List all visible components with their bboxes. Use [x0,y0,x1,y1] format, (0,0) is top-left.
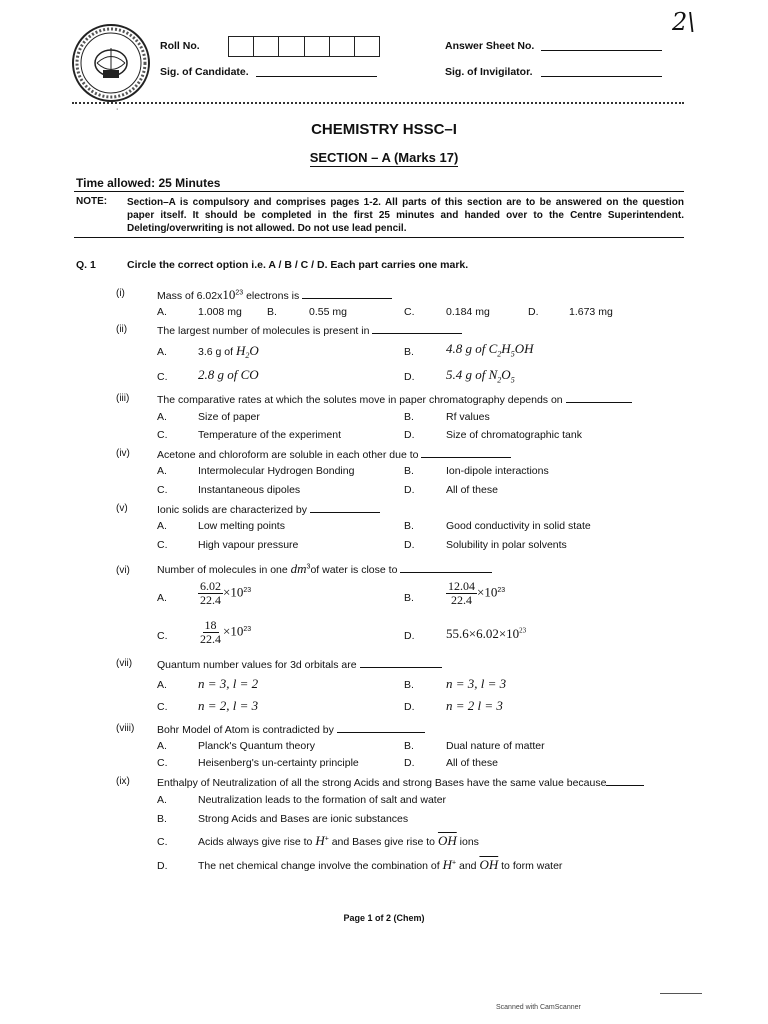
option-letter[interactable]: A. [157,740,167,752]
option-text[interactable]: n = 3, l = 2 [198,676,259,691]
option-letter[interactable]: D. [404,429,415,441]
option-text[interactable]: Solubility in polar solvents [446,539,567,551]
option-letter[interactable]: B. [404,740,414,752]
option-letter[interactable]: C. [157,836,168,848]
note-text: Section–A is compulsory and comprises pages 1-2. All parts of this section are to be answered on the question paper itself. It should be completed in the first 25 minutes and handed over to the Centre Superintendent. Deleting/overwriting is not allowed. Do not use lead pencil. [127,197,684,234]
item-number: (ii) [116,324,128,335]
sig-invigilator-label: Sig. of Invigilator. [445,66,533,78]
note-label: NOTE: [76,196,108,207]
option-text[interactable]: n = 3, l = 3 [446,676,507,691]
option-text[interactable]: The net chemical change involve the combination of H+ and $\overline{OH}$ to form water [198,857,563,872]
option-text[interactable]: Dual nature of matter [446,740,545,752]
item-number: (iii) [116,393,130,404]
option-text[interactable]: High vapour pressure [198,539,299,551]
page-footer: Page 1 of 2 (Chem) [343,913,425,923]
option-letter[interactable]: B. [404,465,414,477]
scanner-watermark: Scanned with CamScanner [496,1004,581,1011]
option-letter[interactable]: A. [157,679,167,691]
rule-bottom [74,237,684,238]
question-stem: Mass of $6.02x10^{23}$ electrons is [157,287,392,303]
option-letter[interactable]: C. [157,371,168,383]
option-text[interactable]: 3.6 g of $H_2O$ [198,343,259,361]
option-text[interactable]: 5.4 g of $N_2O_5$ [446,367,515,385]
page-title: CHEMISTRY HSSC–I [311,121,457,138]
question-number: Q. 1 [76,259,96,271]
option-letter[interactable]: D. [404,757,415,769]
option-text[interactable]: Good conductivity in solid state [446,520,591,532]
question-stem: The largest number of molecules is present in [157,323,462,337]
section-heading: SECTION – A (Marks 17) [309,150,459,165]
option-letter[interactable]: B. [404,520,414,532]
option-text[interactable]: Low melting points [198,520,285,532]
option-letter[interactable]: D. [404,371,415,383]
option-letter[interactable]: A. [157,794,167,806]
question-stem: Bohr Model of Atom is contradicted by [157,722,425,736]
option-letter[interactable]: A. [157,411,167,423]
option-text[interactable]: Size of chromatographic tank [446,429,582,441]
rule-top [74,191,684,192]
option-text[interactable]: $\frac{12.04}{22.4}$ $\times 10^{23}$ [448,579,506,607]
sig-candidate-field[interactable] [256,76,377,77]
option-letter[interactable]: A. [157,306,167,318]
item-number: (v) [116,503,128,514]
option-text[interactable]: 1.673 mg [569,306,613,318]
question-stem: Number of molecules in one $dm^3of$ water is close to [157,561,492,577]
header-divider [72,102,684,104]
option-text[interactable]: Ion-dipole interactions [446,465,549,477]
item-number: (vii) [116,658,133,669]
roll-no-label: Roll No. [160,40,200,52]
option-letter[interactable]: B. [404,346,414,358]
option-letter[interactable]: B. [404,679,414,691]
option-letter[interactable]: D. [404,630,415,642]
item-number: (vi) [116,565,130,576]
option-text[interactable]: Temperature of the experiment [198,429,341,441]
item-number: (ix) [116,776,130,787]
option-letter[interactable]: C. [157,539,168,551]
option-letter[interactable]: A. [157,465,167,477]
option-letter[interactable]: D. [528,306,539,318]
sig-candidate-label: Sig. of Candidate. [160,66,249,78]
board-seal-logo [70,22,152,104]
option-text[interactable]: Acids always give rise to H+ and Bases give rise to $\overline{OH}$ ions [198,833,479,848]
handwritten-page-number: 2\ [672,8,696,36]
question-stem: Enthalpy of Neutralization of all the strong Acids and strong Bases have the same value because [157,775,644,789]
answer-sheet-label: Answer Sheet No. [445,40,535,52]
option-letter[interactable]: B. [267,306,277,318]
option-letter[interactable]: C. [157,484,168,496]
question-stem: Acetone and chloroform are soluble in each other due to [157,447,511,461]
option-letter[interactable]: D. [404,539,415,551]
option-letter[interactable]: A. [157,592,167,604]
time-allowed: Time allowed: 25 Minutes [76,176,221,190]
option-letter[interactable]: B. [157,813,167,825]
option-letter[interactable]: A. [157,346,167,358]
option-text[interactable]: Instantaneous dipoles [198,484,301,496]
option-letter[interactable]: A. [157,520,167,532]
option-text[interactable]: $55.6\times 6.02\times 10^{23}$ [446,626,527,641]
option-text[interactable]: $\frac{6.02}{22.4}$ $\times 10^{23}$ [200,579,252,607]
option-text[interactable]: Intermolecular Hydrogen Bonding [198,465,355,477]
option-text[interactable]: All of these [446,757,498,769]
option-text[interactable]: $\frac{18}{22.4}$ $\times 10^{23}$ [200,618,252,646]
answer-sheet-field[interactable] [541,50,662,51]
option-letter[interactable]: C. [404,306,415,318]
option-letter[interactable]: C. [157,757,168,769]
option-letter[interactable]: C. [157,429,168,441]
option-letter[interactable]: D. [404,701,415,713]
option-text[interactable]: 1.008 mg [198,306,242,318]
option-letter[interactable]: B. [404,411,414,423]
sig-invigilator-field[interactable] [541,76,662,77]
option-letter[interactable]: C. [157,701,168,713]
option-letter[interactable]: D. [157,860,168,872]
corner-mark [660,993,702,994]
question-instruction: Circle the correct option i.e. A / B / C / D. Each part carries one mark. [127,259,469,271]
option-letter[interactable]: B. [404,592,414,604]
question-stem: The comparative rates at which the solutes move in paper chromatography depends on [157,392,632,406]
option-text[interactable]: Planck's Quantum theory [198,740,315,752]
option-text[interactable]: n = 2, l = 3 [198,698,259,713]
question-stem: Ionic solids are characterized by [157,502,380,516]
roll-no-boxes[interactable] [228,36,380,57]
option-text[interactable]: Size of paper [198,411,260,423]
option-text[interactable]: 4.8 g of $C_2H_5OH$ [446,341,534,359]
option-letter[interactable]: C. [157,630,168,642]
option-text[interactable]: 0.55 mg [309,306,347,318]
item-number: (i) [116,288,125,299]
item-number: (iv) [116,448,130,459]
question-stem: Quantum number values for 3d orbitals are [157,657,442,671]
option-text[interactable]: 0.184 mg [446,306,490,318]
option-text[interactable]: Strong Acids and Bases are ionic substances [198,813,409,825]
option-letter[interactable]: D. [404,484,415,496]
option-text[interactable]: 2.8 g of CO [198,367,259,382]
item-number: (viii) [116,723,135,734]
option-text[interactable]: All of these [446,484,498,496]
option-text[interactable]: n = 2 l = 3 [446,698,503,713]
option-text[interactable]: Heisenberg's un-certainty principle [198,757,359,769]
option-text[interactable]: Rf values [446,411,490,423]
option-text[interactable]: Neutralization leads to the formation of salt and water [198,794,447,806]
stray-mark: ˙ [116,108,120,119]
